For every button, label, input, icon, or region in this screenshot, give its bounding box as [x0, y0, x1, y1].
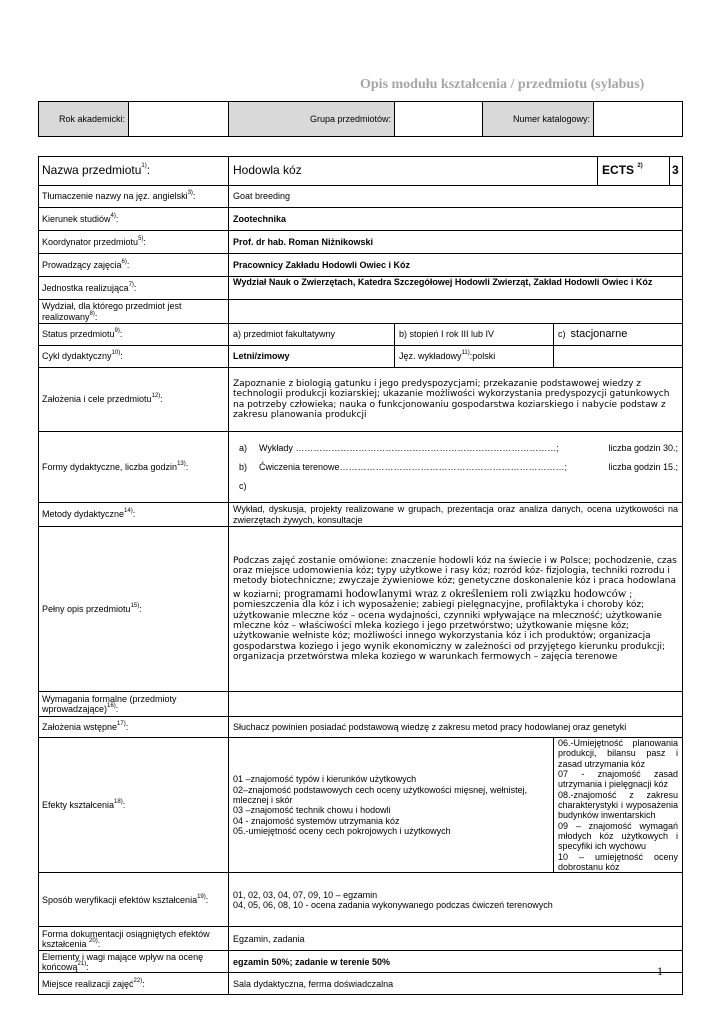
row-efekty [39, 738, 683, 873]
status-b: b) stopień I rok III lub IV [395, 324, 554, 346]
grupa-przedmiotow-value[interactable] [395, 102, 483, 137]
cykl-label: Cykl dydaktyczny$^{10)}$: [39, 346, 229, 368]
efekty-item: 04 - znajomość systemów utrzymania kóz [233, 815, 400, 826]
elementy-value: egzamin 50%; zadanie w terenie 50% [229, 951, 683, 973]
efekty-left [229, 738, 554, 873]
formy-item: b) Ćwiczenia terenowe…………………………………………………………………; liczba godzin 15.; [239, 461, 679, 472]
wydzial-label: Wydział, dla którego przedmiot jest realizowany$^{8)}$: [39, 300, 229, 324]
row-forma-dokumentacji [39, 927, 683, 951]
row-pelny-opis [39, 527, 683, 692]
tlumaczenie-value: Goat breeding [229, 186, 683, 208]
ects-value: 3 [670, 157, 683, 186]
row-kierunek [39, 208, 683, 231]
rok-akademicki-value[interactable] [129, 102, 229, 137]
formy-list [239, 439, 678, 496]
kierunek-label: Kierunek studiów$^{4)}$: [39, 208, 229, 231]
koordynator-label: Koordynator przedmiotu$^{5)}$: [39, 231, 229, 254]
row-koordynator [39, 231, 683, 254]
row-zalozenia-wstepne [39, 717, 683, 738]
prowadzacy-value: Pracownicy Zakładu Hodowli Owiec i Kóz [229, 254, 683, 277]
row-zalozenia-cele [39, 368, 683, 432]
efekty-item: 09 – znajomość wymagań młodych kóz użytkowych i specyfiki ich wychowu [558, 820, 679, 852]
efekty-item: 05.-umiejętność oceny cech pokrojowych i użytkowych [233, 825, 451, 836]
sposob-value: 01, 02, 03, 04, 07, 09, 10 – egzamin 04, 05, 06, 08, 10 - ocena zadania wykonywanego podczas ćwiczeń terenowych [229, 873, 683, 927]
row-status [39, 324, 683, 346]
row-formy [39, 432, 683, 503]
tlumaczenie-label: Tłumaczenie nazwy na jęz. angielski$^{3)}$: [39, 186, 229, 208]
prowadzacy-label: Prowadzący zajęcia$^{6)}$: [39, 254, 229, 277]
row-cykl [39, 346, 683, 368]
nazwa-value: Hodowla kóz [229, 157, 598, 186]
wymagania-value [229, 692, 683, 717]
formy-value [229, 432, 683, 503]
metody-value: Wykład, dyskusja, projekty realizowane w grupach, prezentacja oraz analiza danych, ocena użytkowości na zwierzętach żywych, konsultacje [229, 503, 683, 527]
nazwa-label: Nazwa przedmiotu$^{1)}$: [39, 157, 229, 186]
zalozenia-wstepne-value: Słuchacz powinien posiadać podstawową wiedzę z zakresu metod pracy hodowlanej oraz genetyki [229, 717, 683, 738]
sposob-label: Sposób weryfikacji efektów kształcenia$^{19)}$: [39, 873, 229, 927]
miejsce-value: Sala dydaktyczna, ferma doświadczalna [229, 973, 683, 995]
jednostka-label: Jednostka realizująca$^{7)}$: [39, 277, 229, 300]
row-wymagania [39, 692, 683, 717]
zalozenia-wstepne-label: Założenia wstępne$^{17)}$: [39, 717, 229, 738]
row-jednostka [39, 277, 683, 300]
efekty-label: Efekty kształcenia$^{18)}$: [39, 738, 229, 873]
elementy-label: Elementy i wagi mające wpływ na ocenę końcową$^{21)}$: [39, 951, 229, 973]
metody-label: Metody dydaktyczne$^{14)}$: [39, 503, 229, 527]
pelny-opis-label: Pełny opis przedmiotu$^{15)}$: [39, 527, 229, 692]
miejsce-label: Miejsce realizacji zajęć$^{22)}$: [39, 973, 229, 995]
formy-label: Formy dydaktyczne, liczba godzin$^{13)}$: [39, 432, 229, 503]
forma-dokumentacji-value: Egzamin, zadania [229, 927, 683, 951]
efekty-item: 10 – umiejętność oceny dobrostanu kóz [558, 851, 679, 873]
grupa-przedmiotow-label: Grupa przedmiotów: [229, 102, 395, 137]
efekty-right [554, 738, 683, 873]
page-number: 1 [657, 964, 663, 978]
jezyk-wykladowy: Jęz. wykładowy$^{11)}$:polski [395, 346, 554, 368]
ects-label: ECTS $^{2)}$ [598, 157, 670, 186]
header-table [38, 101, 683, 137]
efekty-item: 07 - znajomość zasad utrzymania i pielęgnacji kóz [558, 769, 679, 790]
pelny-opis-value: Podczas zajęć zostanie omówione: znaczenie hodowli kóz na świecie i w Polsce; pochodzenie, czas oraz miejsce udomowienia kóz; typy użytkowe i rasy kóz; rozród kóz- fizjologia, techniki rozrodu i metody biotechniczne; zwyczaje żywieniowe kóz; genetyczne doskonalenie kóz i praca hodowlana w koziarni; programami hodowlanymi wraz z określeniem roli związku hodowców ; pomieszczenia dla kóz i ich wyposażenie; zabiegi pielęgnacyjne, profilaktyka i choroby kóz; użytkowanie mleczne kóz – ocena wydajności, czynniki wpływające na mleczność; użytkowanie mleczne kóz – właściwości mleka koziego i jego przetwórstwo; użytkowanie mięsne kóz; użytkowanie wełniste kóz; możliwości innego wykorzystania kóz i ich produktów; organizacja gospodarstwa koziego i jego wynik ekonomiczny w zależności od przyjętego kierunku produkcji; organizacja przetwórstwa mleka koziego w warunkach fermowych – zajęcia terenowe [229, 527, 683, 692]
syllabus-table [38, 156, 683, 995]
row-prowadzacy [39, 254, 683, 277]
efekty-item: 03 –znajomość technik chowu i hodowli [233, 805, 391, 816]
status-a: a) przedmiot fakultatywny [229, 324, 395, 346]
numer-katalogowy-value[interactable] [594, 102, 683, 137]
rok-akademicki-label: Rok akademicki: [39, 102, 129, 137]
numer-katalogowy-label: Numer katalogowy: [483, 102, 594, 137]
row-metody [39, 503, 683, 527]
document-title: Opis modułu kształcenia / przedmiotu (sylabus) [360, 77, 645, 92]
wydzial-value [229, 300, 683, 324]
efekty-item: 08.-znajomość z zakresu charakterystyki i wyposażenia budynków inwentarskich [558, 789, 679, 821]
row-tlumaczenie [39, 186, 683, 208]
efekty-item: 02–znajomość podstawowych cech oceny użytkowości mięsnej, wełnistej, mlecznej i skór [233, 784, 528, 805]
row-sposob [39, 873, 683, 927]
efekty-item: 06.-Umiejętność planowania produkcji, bilansu pasz i zasad utrzymania kóz [558, 738, 679, 769]
status-label: Status przedmiotu$^{9)}$: [39, 324, 229, 346]
formy-item: c) [239, 480, 247, 491]
kierunek-value: Zootechnika [229, 208, 683, 231]
zalozenia-cele-label: Założenia i cele przedmiotu$^{12)}$: [39, 368, 229, 432]
wymagania-label: Wymagania formalne (przedmioty wprowadzające)$^{16)}$: [39, 692, 229, 717]
row-wydzial [39, 300, 683, 324]
formy-item: a) Wykłady ……………………………………………………………………………; liczba godzin 30.; [239, 442, 679, 453]
koordynator-value: Prof. dr hab. Roman Niżnikowski [229, 231, 683, 254]
row-miejsce [39, 973, 683, 995]
row-nazwa [39, 157, 683, 186]
efekty-item: 01 –znajomość typów i kierunków użytkowych [233, 774, 417, 785]
status-c: c) stacjonarne [554, 324, 683, 346]
row-elementy [39, 951, 683, 973]
zalozenia-cele-value: Zapoznanie z biologią gatunku i jego predyspozycjami; przekazanie podstawowej wiedzy z technologii produkcji koziarskiej; ukazanie możliwości wykorzystania predyspozycji gatunkowych na potrzeby człowieka; nauka o funkcjonowaniu gospodarstwa koziarskiego i nabycie podstaw z zakresu planowania produkcji [229, 368, 683, 432]
cykl-value: Letni/zimowy [229, 346, 395, 368]
forma-dokumentacji-label: Forma dokumentacji osiągniętych efektów kształcenia $^{20)}$: [39, 927, 229, 951]
cykl-empty [554, 346, 683, 368]
jednostka-value: Wydział Nauk o Zwierzętach, Katedra Szczegółowej Hodowli Zwierząt, Zakład Hodowli Owiec i Kóz [229, 277, 683, 300]
